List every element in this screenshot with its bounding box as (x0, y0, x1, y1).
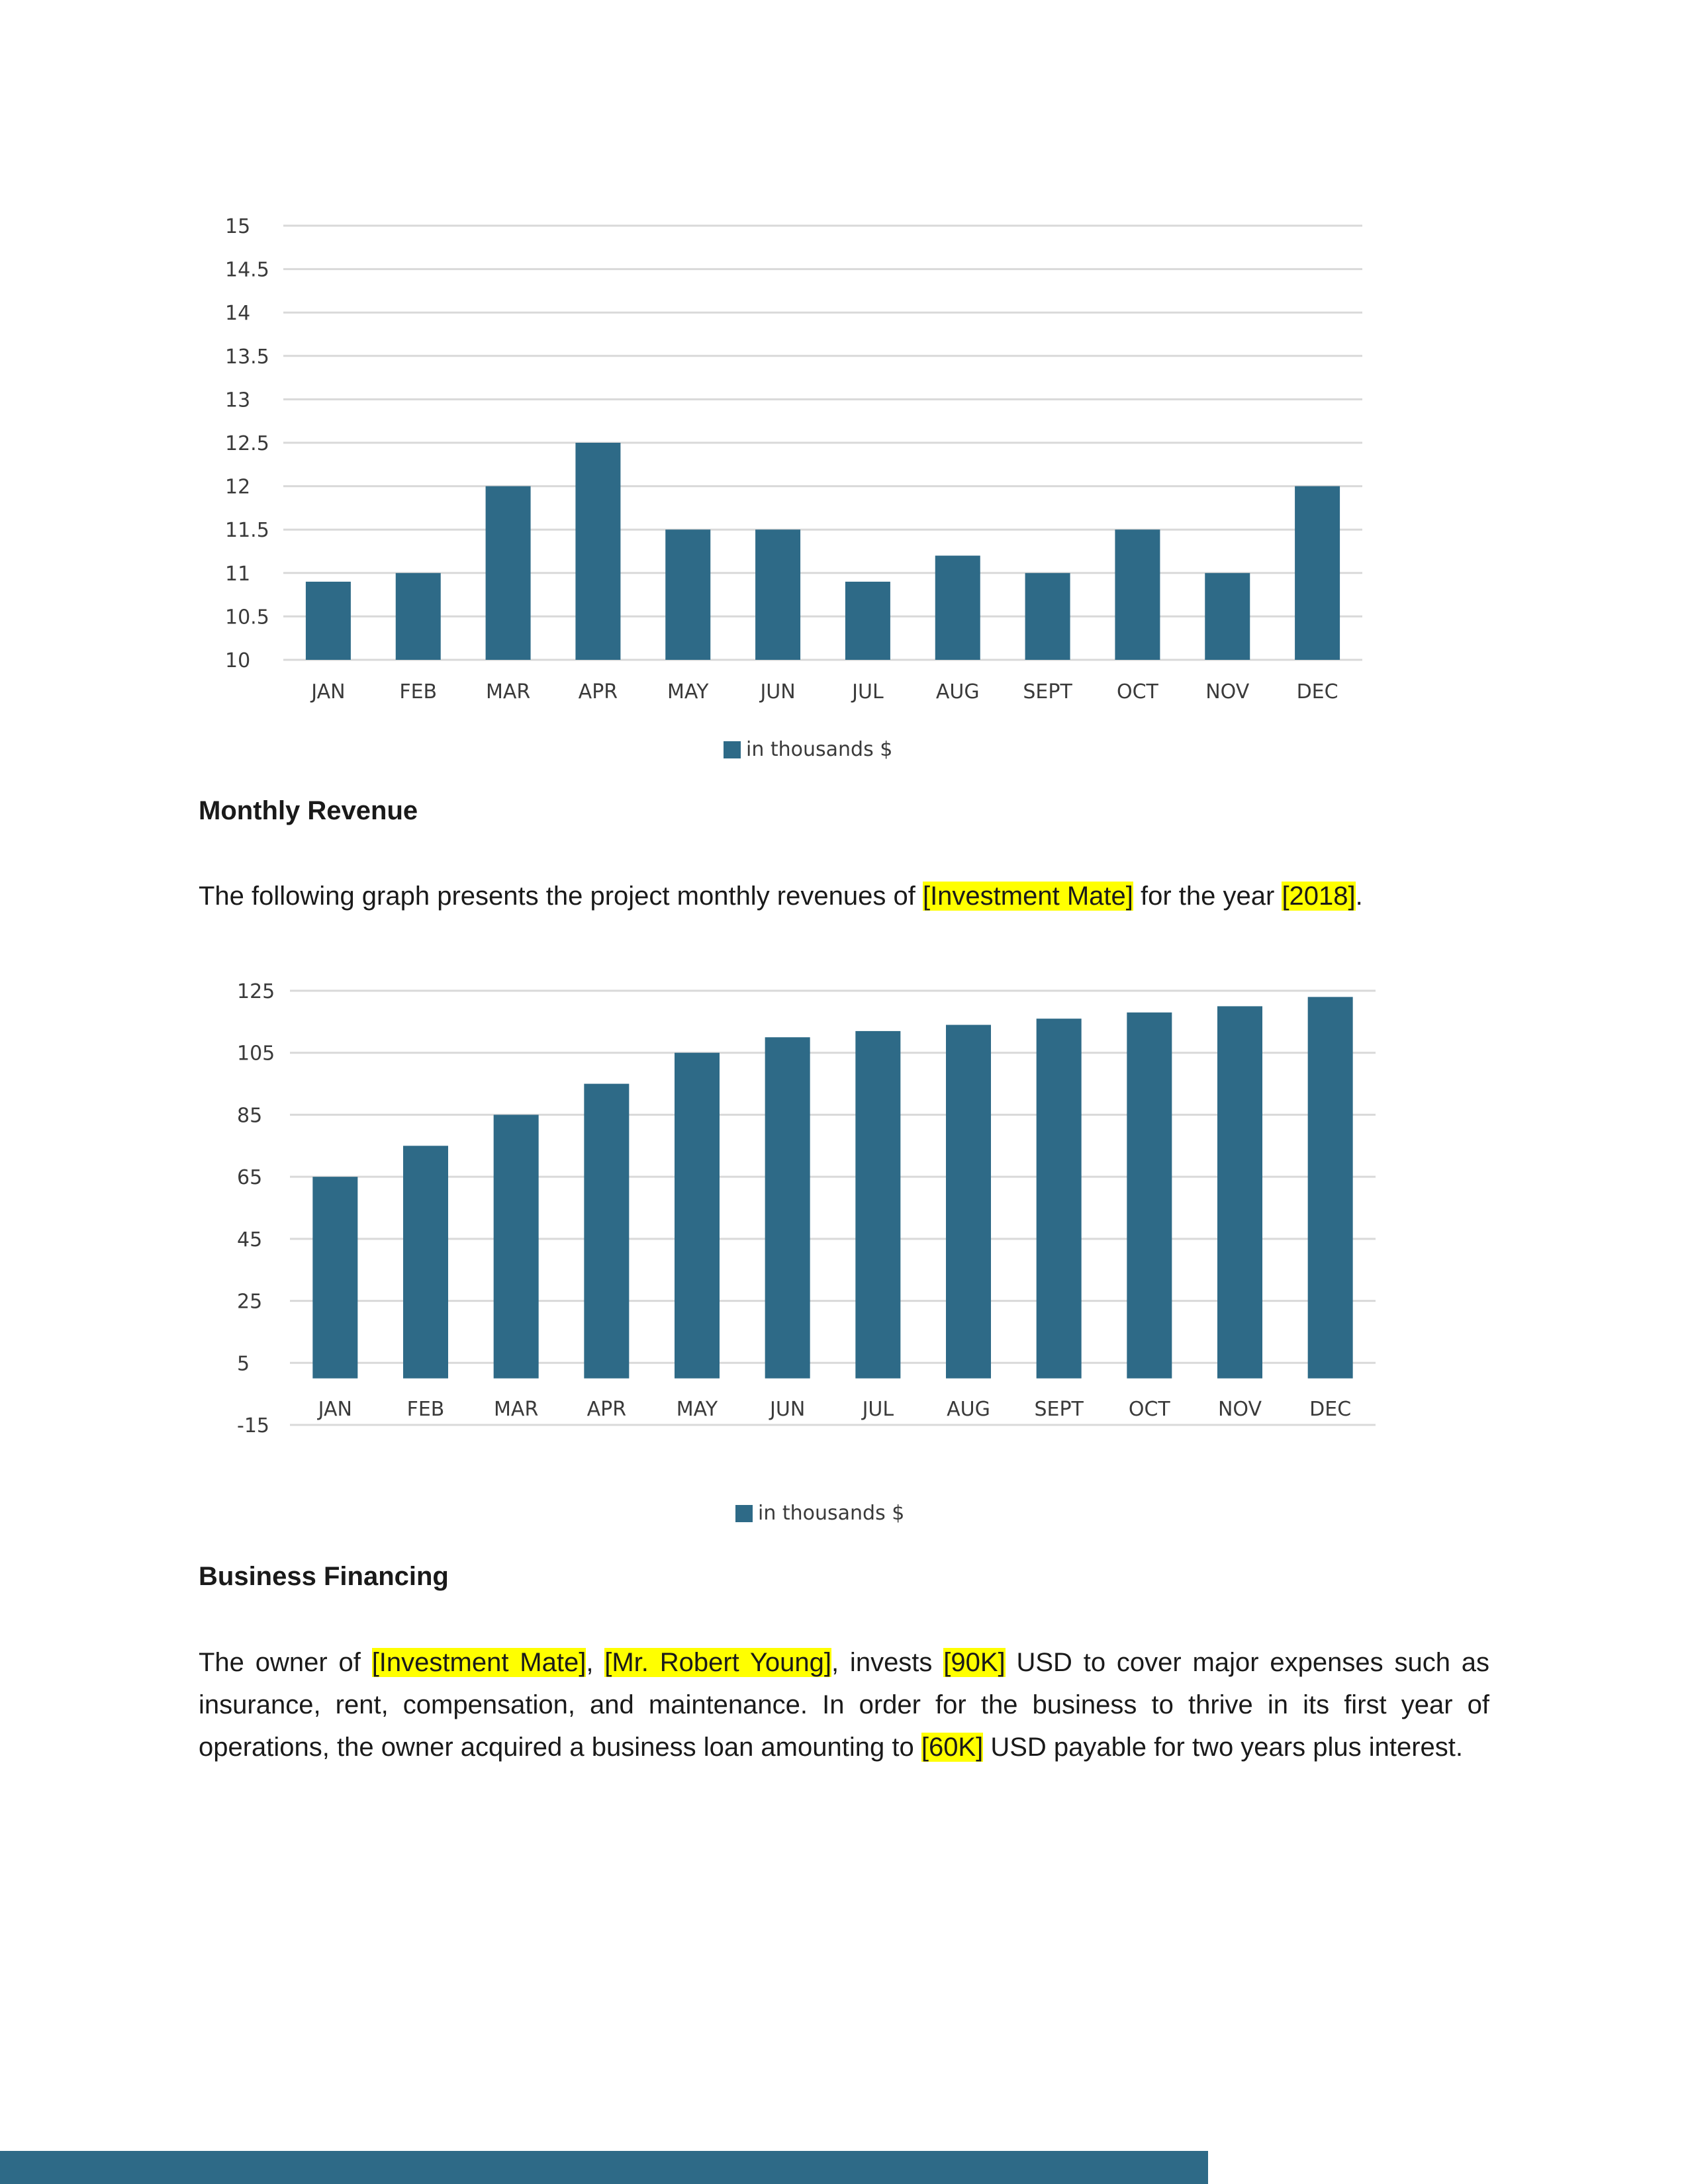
x-tick-label: MAY (667, 680, 709, 704)
legend-swatch (735, 1505, 753, 1522)
x-tick-label: SEPT (1034, 1398, 1084, 1421)
bar-jan (312, 1177, 357, 1379)
y-tick-label: 11 (225, 562, 251, 586)
bar-oct (1127, 1013, 1172, 1379)
x-tick-label: JUL (862, 1398, 894, 1421)
bar-aug (946, 1025, 991, 1379)
x-tick-label: DEC (1296, 680, 1338, 704)
intro-text-3: . (1355, 882, 1363, 911)
y-tick-label: 13 (225, 388, 251, 412)
fin-text-3: , invests (831, 1648, 944, 1677)
y-tick-label: 14 (225, 302, 251, 326)
company-name-highlight: [Investment Mate] (371, 1648, 586, 1677)
x-tick-label: AUG (947, 1398, 990, 1421)
x-tick-label: MAR (494, 1398, 539, 1421)
x-tick-label: OCT (1116, 680, 1158, 704)
x-tick-label: FEB (399, 680, 438, 704)
x-tick-label: JUN (770, 1398, 806, 1421)
fin-text-5: USD payable for two years plus interest. (983, 1733, 1463, 1762)
y-tick-label: 5 (237, 1352, 250, 1376)
bar-jul (855, 1031, 900, 1379)
business-financing-heading: Business Financing (199, 1562, 449, 1591)
x-tick-label: OCT (1128, 1398, 1170, 1421)
x-tick-label: DEC (1309, 1398, 1352, 1421)
y-tick-label: 85 (237, 1104, 263, 1128)
year-highlight: [2018] (1282, 882, 1356, 911)
y-tick-label: 15 (225, 215, 251, 238)
y-tick-label: 10 (225, 649, 251, 672)
chart2-legend (735, 1502, 904, 1525)
bar-mar (494, 1115, 539, 1378)
bar-sept (1037, 1019, 1082, 1379)
owner-name-highlight: [Mr. Robert Young] (604, 1648, 831, 1677)
x-tick-label: FEB (406, 1398, 445, 1421)
x-tick-label: JAN (311, 680, 346, 704)
x-tick-label: JUN (760, 680, 796, 704)
y-tick-label: 65 (237, 1166, 263, 1190)
chart2-bars (312, 997, 1352, 1378)
y-tick-label: 13.5 (225, 345, 269, 369)
y-tick-label: 12 (225, 475, 251, 499)
intro-text-1: The following graph presents the project monthly revenues of (199, 882, 923, 911)
bar-dec (1308, 997, 1353, 1378)
fin-text-1: The owner of (199, 1648, 372, 1677)
bar-nov (1217, 1006, 1262, 1378)
x-tick-label: MAY (676, 1398, 718, 1421)
bar-may (675, 1053, 720, 1379)
y-tick-label: -15 (237, 1414, 269, 1437)
fin-text-2: , (586, 1648, 605, 1677)
y-tick-label: 105 (237, 1042, 275, 1066)
chart2-gridlines (290, 991, 1376, 1425)
legend-label: in thousands $ (746, 738, 893, 761)
y-tick-label: 45 (237, 1228, 263, 1251)
x-tick-label: APR (578, 680, 618, 704)
x-tick-label: MAR (485, 680, 531, 704)
monthly-revenue-heading: Monthly Revenue (199, 796, 418, 825)
investment-amount-highlight: [90K] (943, 1648, 1006, 1677)
legend-label: in thousands $ (758, 1502, 905, 1525)
bar-feb (403, 1146, 448, 1378)
x-tick-label: JAN (318, 1398, 352, 1421)
bar-apr (584, 1084, 629, 1379)
bar-jun (765, 1037, 810, 1378)
x-tick-label: NOV (1205, 680, 1250, 704)
x-tick-label: APR (586, 1398, 627, 1421)
y-tick-label: 14.5 (225, 258, 269, 282)
y-tick-label: 10.5 (225, 606, 269, 629)
y-tick-label: 11.5 (225, 519, 269, 543)
x-tick-label: AUG (935, 680, 980, 704)
footer-bar (0, 2151, 1208, 2184)
loan-amount-highlight: [60K] (921, 1733, 984, 1762)
financing-paragraph (199, 1641, 1489, 1768)
y-tick-label: 12.5 (225, 432, 269, 455)
company-name-highlight: [Investment Mate] (922, 882, 1133, 911)
x-tick-label: SEPT (1023, 680, 1072, 704)
fin-text-4: USD to cover major expenses such as insurance, rent, compensation, and maintenance. In order for the business to thrive in its first year of operations, the owner acquired a business loan amounting to (199, 1648, 1489, 1762)
y-tick-label: 25 (237, 1290, 263, 1314)
chart2-x-ticks (317, 1398, 1351, 1421)
chart2-y-ticks (237, 980, 275, 1437)
intro-text-2: for the year (1133, 882, 1282, 911)
x-tick-label: JUL (852, 680, 884, 704)
y-tick-label: 125 (237, 980, 275, 1003)
x-tick-label: NOV (1217, 1398, 1262, 1421)
